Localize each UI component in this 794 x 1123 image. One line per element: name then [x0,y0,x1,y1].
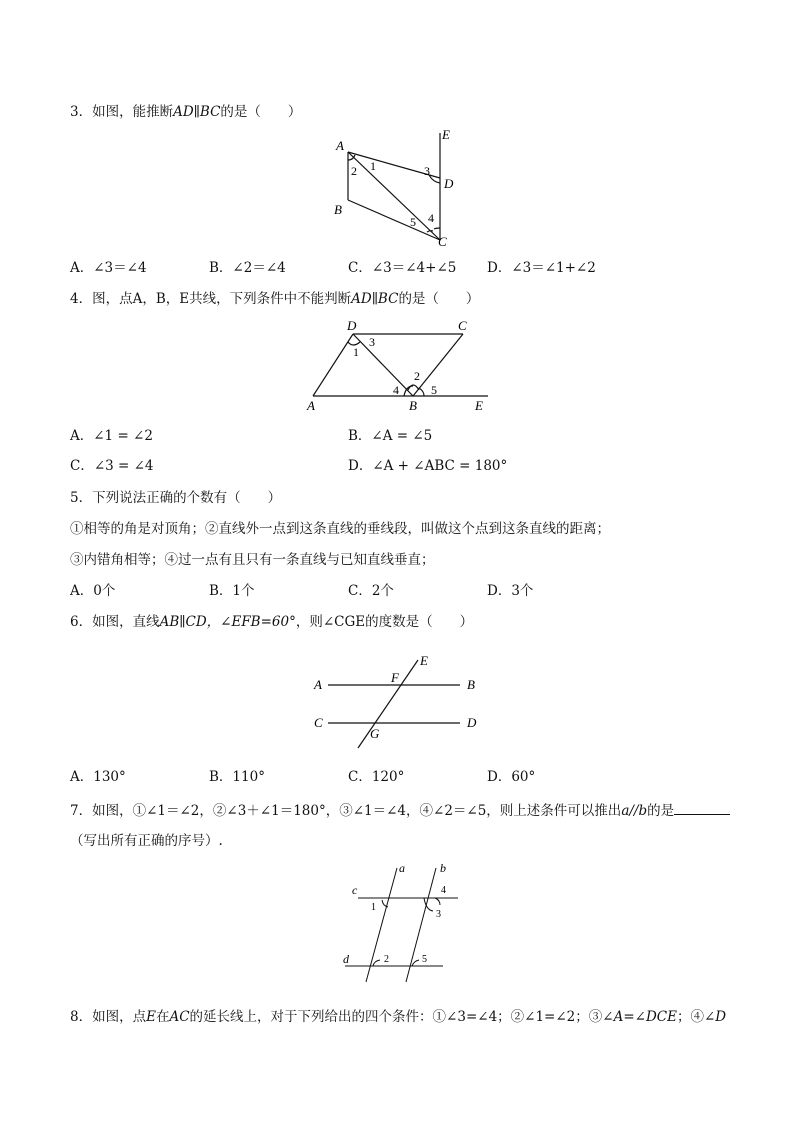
q5-option-c[interactable]: C．2个 [348,583,394,599]
q3-option-b[interactable]: B．∠2＝∠4 [209,260,286,276]
q3-angle-2: 2 [351,164,357,178]
q7-figure [340,860,470,985]
q4-angle-2: 2 [414,369,420,383]
q4-angle-5: 5 [431,383,437,397]
q7-stem-line-2: （写出所有正确的序号）. [70,833,223,849]
q3-angle-4: 4 [428,211,434,225]
q3-figure [330,128,460,248]
q4-label-D: D [347,318,357,333]
q3-option-d[interactable]: D．∠3＝∠1+∠2 [487,260,596,276]
q4-stem: 4．图，点A，B，E共线，下列条件中不能判断AD∥BC的是（ ） [70,291,480,307]
q3-label-B: B [334,202,342,217]
q7-angle-2: 2 [384,954,389,965]
q6-figure [308,652,508,752]
q6-label-G: G [370,726,380,741]
q4-angle-1: 1 [353,345,359,359]
q6-option-c[interactable]: C．120° [348,769,405,785]
q3-angle-1: 1 [370,159,376,173]
q3-label-E: E [442,127,450,142]
q4-label-B: B [409,398,417,413]
q6-label-D: D [467,715,477,730]
q3-angle-5: 5 [410,215,416,229]
q3-stem: 3．如图，能推断AD∥BC的是（ ） [70,104,302,120]
q4-option-c[interactable]: C．∠3 = ∠4 [70,458,154,474]
q6-option-b[interactable]: B．110° [209,769,265,785]
q6-label-C: C [314,715,323,730]
q3-option-a[interactable]: A．∠3＝∠4 [70,260,147,276]
q3-label-C: C [438,234,447,249]
q7-angle-5: 5 [422,954,427,965]
q4-label-C: C [458,318,467,333]
q8-stem: 8．如图，点E在AC的延长线上，对于下列给出的四个条件：①∠3=∠4；②∠1=∠2；③∠A=∠DCE；④∠D [70,1009,727,1025]
q5-option-b[interactable]: B．1个 [209,583,255,599]
q4-figure [305,318,505,413]
q7-label-a: a [399,861,405,875]
q4-option-b[interactable]: B．∠A = ∠5 [348,428,433,444]
q4-option-d[interactable]: D．∠A + ∠ABC = 180° [348,458,508,474]
q5-stem: 5．下列说法正确的个数有（ ） [70,490,282,506]
q7-answer-blank[interactable] [674,801,730,815]
q3-label-D: D [444,176,454,191]
q4-label-E: E [475,398,483,413]
q7-label-d: d [343,952,349,966]
q7-angle-1: 1 [371,902,376,913]
q5-statement-line-2: ③内错角相等；④过一点有且只有一条直线与已知直线垂直； [70,552,435,568]
q5-option-d[interactable]: D．3个 [487,583,534,599]
q7-label-c: c [352,883,358,897]
q4-angle-3: 3 [369,335,375,349]
q4-option-a[interactable]: A．∠1 = ∠2 [70,428,153,444]
q7-stem: 7．如图，①∠1＝∠2，②∠3＋∠1＝180°，③∠1＝∠4，④∠2＝∠5，则上述条件可以推出a//b的是 [70,801,730,820]
q6-option-d[interactable]: D．60° [487,769,536,785]
q4-label-A: A [307,398,315,413]
q6-label-A: A [314,677,322,692]
q6-stem: 6．如图，直线AB∥CD，∠EFB=60°，则∠CGE的度数是（ ） [70,614,474,630]
q7-label-b: b [440,861,446,875]
q6-label-E: E [420,653,428,668]
q6-label-B: B [467,677,475,692]
q4-angle-4: 4 [393,383,399,397]
q3-option-c[interactable]: C．∠3＝∠4+∠5 [348,260,457,276]
q6-label-F: F [391,670,399,685]
q7-angle-4: 4 [441,885,446,896]
q7-angle-3: 3 [436,909,441,920]
q5-statement-line-1: ①相等的角是对顶角；②直线外一点到这条直线的垂线段，叫做这个点到这条直线的距离； [70,521,610,537]
q3-label-A: A [336,138,344,153]
q5-option-a[interactable]: A．0个 [70,583,116,599]
q3-angle-3: 3 [424,164,430,178]
q6-option-a[interactable]: A．130° [70,769,126,785]
